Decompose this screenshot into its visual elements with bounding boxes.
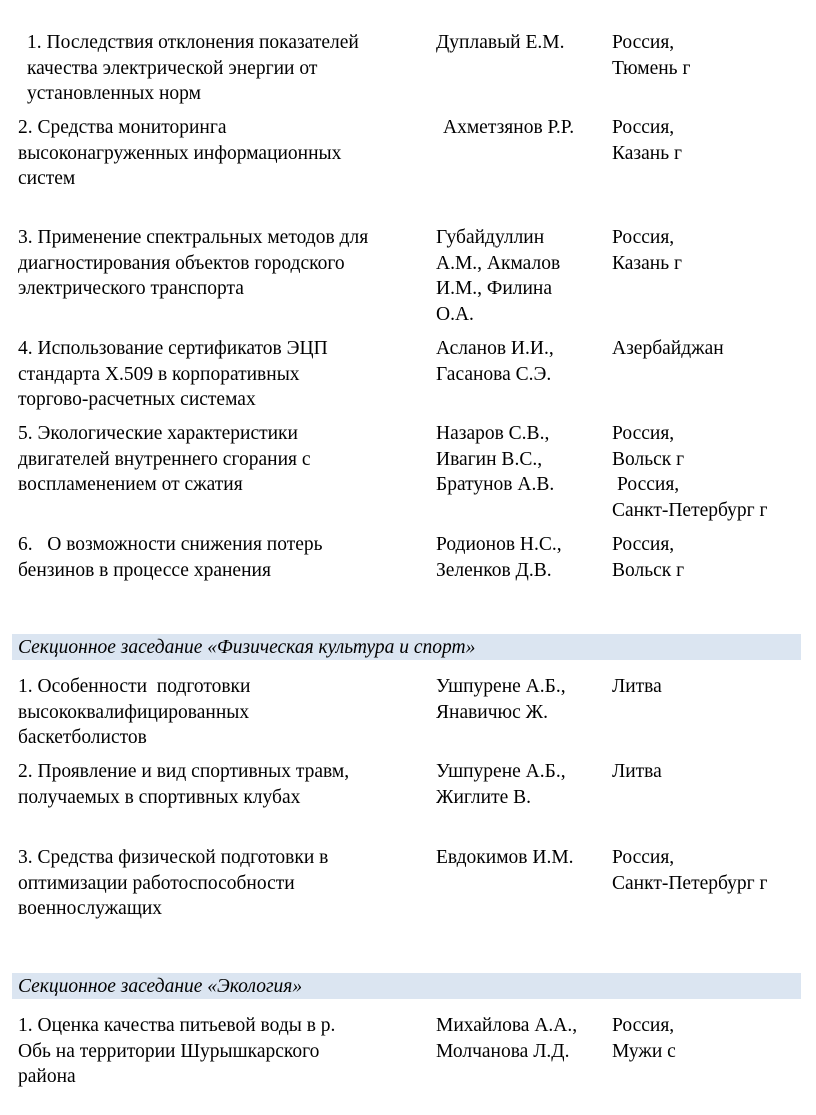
report-title bbox=[18, 115, 418, 192]
report-country bbox=[612, 674, 812, 700]
report-country-line: Тюмень г bbox=[612, 57, 691, 79]
report-country bbox=[612, 225, 812, 276]
report-country-line: Мужи с bbox=[612, 1040, 676, 1062]
report-title bbox=[18, 532, 418, 583]
report-title-line: стандарта X.509 в корпоративных bbox=[18, 363, 300, 385]
report-title bbox=[18, 1013, 418, 1090]
report-title-line: 3. Применение спектральных методов для bbox=[18, 227, 369, 248]
report-author-line: Губайдуллин bbox=[436, 227, 545, 248]
report-country-line: Россия, bbox=[612, 32, 675, 53]
report-country bbox=[612, 336, 812, 362]
report-author-line: Жиглите В. bbox=[436, 786, 532, 808]
report-title-line: Обь на территории Шурышкарского bbox=[18, 1040, 320, 1062]
section-heading-text: Секционное заседание «Физическая культура и спорт» bbox=[18, 637, 476, 658]
report-country-line: Казань г bbox=[612, 142, 682, 164]
report-title-line: бензинов в процессе хранения bbox=[18, 559, 271, 581]
report-country-line: Литва bbox=[612, 761, 662, 782]
report-author-line: И.М., Филина bbox=[436, 278, 553, 299]
report-title bbox=[18, 336, 418, 413]
report-author-line: Евдокимов И.М. bbox=[436, 847, 574, 868]
report-title-line: 6. О возможности снижения потерь bbox=[18, 534, 323, 555]
report-country-line: Санкт-Петербург г bbox=[612, 499, 768, 521]
section-heading-ecology bbox=[12, 973, 801, 999]
report-title-line: 5. Экологические характеристики bbox=[18, 423, 298, 444]
report-authors bbox=[436, 421, 606, 498]
report-title-line: 1. Оценка качества питьевой воды в р. bbox=[18, 1015, 336, 1036]
report-title bbox=[18, 759, 418, 810]
report-author-line: Ушпурене А.Б., bbox=[436, 676, 566, 697]
report-title-line: диагностирования объектов городского bbox=[18, 252, 345, 274]
report-title-line: качества электрической энергии от bbox=[27, 57, 318, 79]
section-heading-sport bbox=[12, 634, 801, 660]
report-title-line: 1. Особенности подготовки bbox=[18, 676, 251, 697]
report-title-line: 1. Последствия отклонения показателей bbox=[27, 32, 359, 53]
report-author-line: Родионов Н.С., bbox=[436, 534, 562, 555]
report-title-line: района bbox=[18, 1066, 76, 1087]
report-title bbox=[18, 845, 418, 922]
report-country bbox=[612, 115, 812, 166]
report-country-line: Россия, bbox=[612, 1015, 675, 1036]
report-title-line: баскетболистов bbox=[18, 727, 147, 748]
report-author-line: Молчанова Л.Д. bbox=[436, 1040, 570, 1062]
report-author-line: Гасанова С.Э. bbox=[436, 363, 552, 385]
report-title-line: воспламенением от сжатия bbox=[18, 474, 243, 495]
report-author-line: Ахметзянов Р.Р. bbox=[443, 117, 575, 138]
report-author-line: Братунов А.В. bbox=[436, 474, 555, 495]
report-authors bbox=[443, 115, 613, 141]
report-title-line: оптимизации работоспособности bbox=[18, 872, 295, 894]
report-author-line: Зеленков Д.В. bbox=[436, 559, 552, 581]
report-country-line: Россия, bbox=[612, 423, 675, 444]
report-title bbox=[18, 421, 418, 498]
report-country-line: Санкт-Петербург г bbox=[612, 872, 768, 894]
report-author-line: Асланов И.И., bbox=[436, 338, 554, 359]
report-authors bbox=[436, 30, 606, 56]
report-title-line: 4. Использование сертификатов ЭЦП bbox=[18, 338, 328, 359]
report-title bbox=[18, 225, 418, 302]
report-country-line: Россия, bbox=[617, 474, 680, 495]
report-title-line: систем bbox=[18, 168, 76, 189]
report-author-line: А.М., Акмалов bbox=[436, 252, 561, 274]
report-title-line: 2. Проявление и вид спортивных травм, bbox=[18, 761, 350, 782]
report-country-line: Вольск г bbox=[612, 559, 685, 581]
report-author-line: Ушпурене А.Б., bbox=[436, 761, 566, 782]
report-authors bbox=[436, 336, 606, 387]
report-country-line: Литва bbox=[612, 676, 662, 697]
report-country bbox=[612, 759, 812, 785]
report-country-line: Россия, bbox=[612, 227, 675, 248]
report-authors bbox=[436, 845, 606, 871]
report-authors bbox=[436, 674, 606, 725]
report-authors bbox=[436, 225, 606, 327]
report-title bbox=[18, 674, 418, 751]
report-author-line: Назаров С.В., bbox=[436, 423, 550, 444]
report-author-line: Янавичюс Ж. bbox=[436, 701, 548, 723]
report-author-line: Михайлова А.А., bbox=[436, 1015, 578, 1036]
report-title-line: высококвалифицированных bbox=[18, 701, 250, 723]
report-country-line: Россия, bbox=[612, 117, 675, 138]
report-title-line: электрического транспорта bbox=[18, 278, 244, 299]
report-authors bbox=[436, 532, 606, 583]
report-country-line: Россия, bbox=[612, 534, 675, 555]
section-heading-text: Секционное заседание «Экология» bbox=[18, 976, 303, 997]
report-title-line: получаемых в спортивных клубах bbox=[18, 786, 301, 808]
report-country bbox=[612, 1013, 812, 1064]
report-country-line: Казань г bbox=[612, 252, 682, 274]
report-country bbox=[612, 421, 812, 523]
report-title-line: военнослужащих bbox=[18, 898, 163, 919]
report-country-line: Азербайджан bbox=[612, 338, 724, 359]
report-country-line: Россия, bbox=[612, 847, 675, 868]
report-country-line: Вольск г bbox=[612, 448, 685, 470]
report-authors bbox=[436, 1013, 606, 1064]
report-country bbox=[612, 532, 812, 583]
report-author-line: О.А. bbox=[436, 303, 474, 325]
report-author-line: Дуплавый Е.М. bbox=[436, 32, 565, 53]
report-title-line: 2. Средства мониторинга bbox=[18, 117, 227, 138]
report-author-line: Ивагин В.С., bbox=[436, 448, 543, 470]
report-authors bbox=[436, 759, 606, 810]
report-title-line: торгово-расчетных системах bbox=[18, 389, 256, 410]
report-title bbox=[27, 30, 427, 107]
report-title-line: установленных норм bbox=[27, 83, 201, 104]
report-title-line: 3. Средства физической подготовки в bbox=[18, 847, 329, 868]
report-title-line: высоконагруженных информационных bbox=[18, 142, 342, 164]
report-country bbox=[612, 845, 812, 896]
report-country bbox=[612, 30, 812, 81]
report-title-line: двигателей внутреннего сгорания с bbox=[18, 448, 311, 470]
